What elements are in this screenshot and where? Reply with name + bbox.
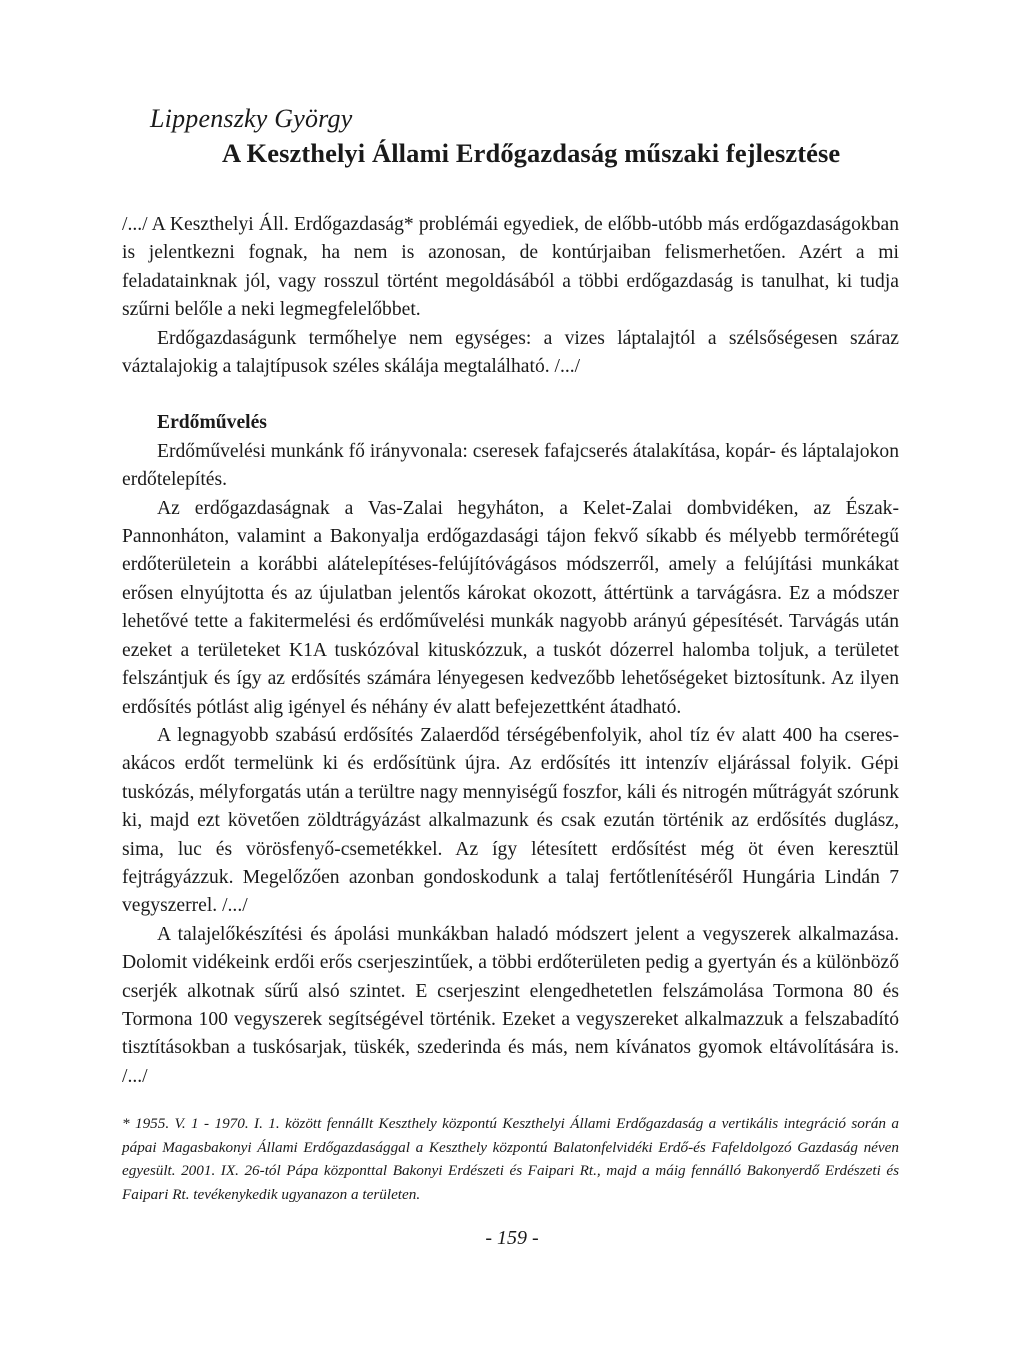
section-paragraph: A legnagyobb szabású erdősítés Zalaerdőd térségébenfolyik, ahol tíz év alatt 400 ha cseres-akácos erdőt termelünk ki és erdősítünk újra. Az erdősítés itt intenzív eljárással folyik. Gépi tuskózás, mélyforgatás után a terültre nagy mennyiségű foszfor, káli és nitrogén műtrágyát szórunk ki, majd ezt követően zöldtrágyázást alkalmazunk és csak ezután történik az erdősítés duglász, sima, luc és vörösfenyő-csemetékkel. Az így létesített erdősítést még öt éven keresztül fejtrágyázzuk. Megelőzően azonban gondoskodunk a talaj fertőtlenítéséről Hungária Lindán 7 vegyszerrel. /.../ [122, 724, 899, 917]
footnote [122, 1112, 899, 1206]
intro-paragraph: /.../ A Keszthelyi Áll. Erdőgazdaság* problémái egyediek, de előbb-utóbb más erdőgazdaságokban is jelentkezni fognak, ha nem is azonosan, de kontúrjaiban felismerhetően. Azért a mi feladatainknak jól, vagy rosszul történt megoldásából a többi erdőgazdaság is tanulhat, ki tudja szűrni belőle a neki legmegfelelőbbet. [122, 214, 899, 321]
article-body [122, 211, 899, 1091]
section-paragraph: A talajelőkészítési és ápolási munkákban haladó módszert jelent a vegyszerek alkalmazása. Dolomit vidékeink erdői erős cserjeszintűek, a többi erdőterületen pedig a gyertyán és a különböző cserjék alkotnak sűrű alsó szintet. E cserjeszint elengedhetetlen felszámolása Tormona 80 és Tormona 100 vegyszerek segítségével történik. Ezeket a vegyszereket alkalmazzuk a felszabadító tisztításokban a tuskósarjak, tüskék, szederinda és más, nem kívánatos gyomok eltávolítására is. /.../ [122, 923, 899, 1087]
page-number: - 159 - [485, 1227, 539, 1249]
section-heading: Erdőművelés [157, 412, 267, 434]
footnote-text: * 1955. V. 1 - 1970. I. 1. között fennállt Keszthely központú Keszthelyi Állami Erdőgazdaság a vertikális integráció során a pápai Magasbakonyi Állami Erdőgazdasággal a Keszthely központú Balatonfelvidéki Erdő-és Fafeldolgozó Gazdaság néven egyesült. 2001. IX. 26-tól Pápa központtal Bakonyi Erdészeti és Faipari Rt., majd a máig fennálló Bakonyerdő Erdészeti és Faipari Rt. tevékenykedik ugyanazon a területen. [122, 1115, 899, 1203]
section-paragraph: Erdőművelési munkánk fő irányvonala: cseresek fafajcserés átalakítása, kopár- és láptalajokon erdőtelepítés. [122, 440, 899, 491]
article-title: A Keszthelyi Állami Erdőgazdaság műszaki fejlesztése [222, 138, 841, 168]
author-name: Lippenszky György [150, 104, 353, 133]
section-paragraph: Az erdőgazdaságnak a Vas-Zalai hegyháton, a Kelet-Zalai dombvidéken, az Észak-Pannonháton, valamint a Bakonyalja erdőgazdasági tájon fekvő síkabb és mélyebb termőrétegű erdőterületein a korábbi alátelepítéses-felújítóvágásos módszerről, amely a felújítási munkákat erősen elnyújtotta és az újulatban jelentős károkat okozott, áttértünk a tarvágásra. Ez a módszer lehetővé tette a fakitermelési és erdőművelési munkák nagyobb arányú gépesítését. Tarvágás után ezeket a területeket K1A tuskózóval kituskózzuk, a tuskót dózerrel halomba toljuk, a területet felszántjuk és így az erdősítés számára lényegesen kedvezőbb lehetőségeket biztosítunk. Az ilyen erdősítés pótlást alig igényel és néhány év alatt befejezettként átadható. [122, 497, 899, 718]
intro-paragraph: Erdőgazdaságunk termőhelye nem egységes: a vizes láptalajtól a szélsőségesen száraz váztalajokig a talajtípusok széles skálája megtalálható. /.../ [122, 327, 899, 378]
